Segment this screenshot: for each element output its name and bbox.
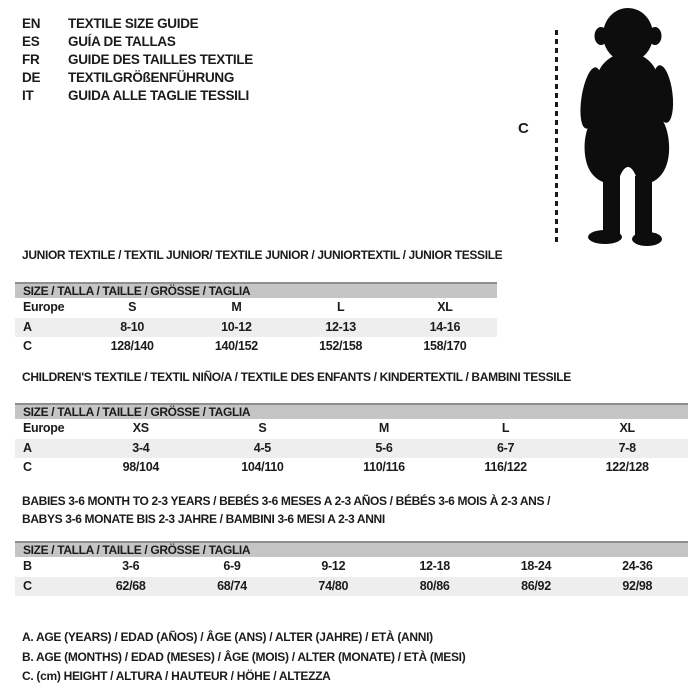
row-value: 12-13 [325,319,356,334]
footnote-b: B. AGE (MONTHS) / EDAD (MESES) / ÂGE (MOIS) / ALTER (MONATE) / ETÀ (MESI) [22,649,466,664]
row-label: Europe [23,421,65,435]
language-code: EN [22,16,41,31]
measure-label-c: C [518,120,529,137]
row-value: 152/158 [319,339,363,353]
row-value: 24-36 [622,559,653,573]
row-value: 68/74 [217,578,247,593]
row-value: 14-16 [429,319,461,334]
row-value: 5-6 [375,440,393,455]
section-title: BABIES 3-6 MONTH TO 2-3 YEARS / BEBÉS 3-6 MESES A 2-3 AÑOS / BÉBÉS 3-6 MOIS À 2-3 ANS / [22,494,551,508]
language-row-de [22,69,253,87]
row-label: A [23,440,32,455]
table-row [15,458,688,478]
row-value: M [231,300,242,314]
row-value: 122/128 [605,460,649,474]
language-label: TEXTILE SIZE GUIDE [68,16,199,31]
language-legend [22,15,253,105]
row-label: C [23,339,32,353]
row-label: A [23,319,32,334]
row-value: 110/116 [363,460,405,474]
table-row [15,318,497,338]
language-code: IT [22,88,34,103]
language-label: GUIDA ALLE TAGLIE TESSILI [68,88,249,103]
size-header-bar: SIZE / TALLA / TAILLE / GRÖSSE / TAGLIA [15,282,497,298]
section-childrens-textile [15,370,688,478]
row-value: 4-5 [253,440,271,455]
row-label: Europe [23,300,65,314]
table-row [15,298,497,318]
toddler-silhouette-icon [562,6,692,248]
table-row [15,577,688,597]
table-rows [15,298,497,357]
language-code: FR [22,52,40,67]
row-value: 80/86 [419,578,450,593]
row-label: C [23,460,32,474]
table-row [15,337,497,357]
row-value: 3-4 [132,440,150,455]
row-value: 10-12 [221,319,252,334]
row-value: 3-6 [122,559,140,573]
row-value: 116/122 [484,460,527,474]
row-value: 12-18 [419,559,450,573]
row-value: 98/104 [122,460,160,474]
row-value: L [501,421,510,435]
row-label: C [23,578,32,593]
row-value: S [128,300,137,314]
size-header-bar: SIZE / TALLA / TAILLE / GRÖSSE / TAGLIA [15,541,688,557]
language-row-it [22,87,253,105]
footnotes [22,628,465,687]
table-rows [15,557,688,596]
row-value: XL [437,300,453,314]
row-value: 140/152 [214,339,258,353]
section-babies-textile [15,492,688,596]
section-title-line2: BABYS 3-6 MONATE BIS 2-3 JAHRE / BAMBINI 3-6 MESI A 2-3 ANNI [22,512,385,526]
row-value: 86/92 [521,578,551,593]
section-title: CHILDREN'S TEXTILE / TEXTIL NIÑO/A / TEXTILE DES ENFANTS / KINDERTEXTIL / BAMBINI TESSILE [22,370,571,384]
footnote-c: C. (cm) HEIGHT / ALTURA / HAUTEUR / HÖHE / ALTEZZA [22,669,331,683]
row-value: 158/170 [423,339,467,353]
row-value: XL [619,421,635,435]
row-value: 9-12 [321,559,346,573]
row-value: L [336,300,345,314]
row-value: 128/140 [110,339,154,353]
language-label: GUÍA DE TALLAS [68,34,176,49]
table-row [15,439,688,459]
table-rows [15,419,688,478]
row-value: 92/98 [622,578,653,593]
row-value: 104/110 [241,460,284,474]
row-value: 6-7 [496,440,515,455]
language-code: ES [22,34,40,49]
language-row-en [22,15,253,33]
row-value: XS [132,421,149,435]
language-row-es [22,33,253,51]
language-label: GUIDE DES TAILLES TEXTILE [68,52,254,67]
row-value: 7-8 [618,440,636,455]
row-value: M [378,421,390,435]
table-row [15,419,688,439]
language-row-fr [22,51,253,69]
row-value: 6-9 [223,559,241,573]
language-code: DE [22,70,41,85]
section-title: JUNIOR TEXTILE / TEXTIL JUNIOR/ TEXTILE JUNIOR / JUNIORTEXTIL / JUNIOR TESSILE [22,248,503,262]
row-value: 8-10 [120,319,145,334]
section-junior-textile [15,248,503,357]
footnote-a: A. AGE (YEARS) / EDAD (AÑOS) / ÂGE (ANS) / ALTER (JAHRE) / ETÀ (ANNI) [22,630,433,644]
row-label: B [23,559,32,573]
table-row [15,557,688,577]
height-measure-line [555,30,558,244]
size-header-bar: SIZE / TALLA / TAILLE / GRÖSSE / TAGLIA [15,403,688,419]
row-value: 74/80 [318,578,349,593]
language-label: TEXTILGRÖßENFÜHRUNG [68,70,235,85]
row-value: 62/68 [115,578,146,593]
row-value: S [258,421,267,435]
row-value: 18-24 [520,559,552,573]
